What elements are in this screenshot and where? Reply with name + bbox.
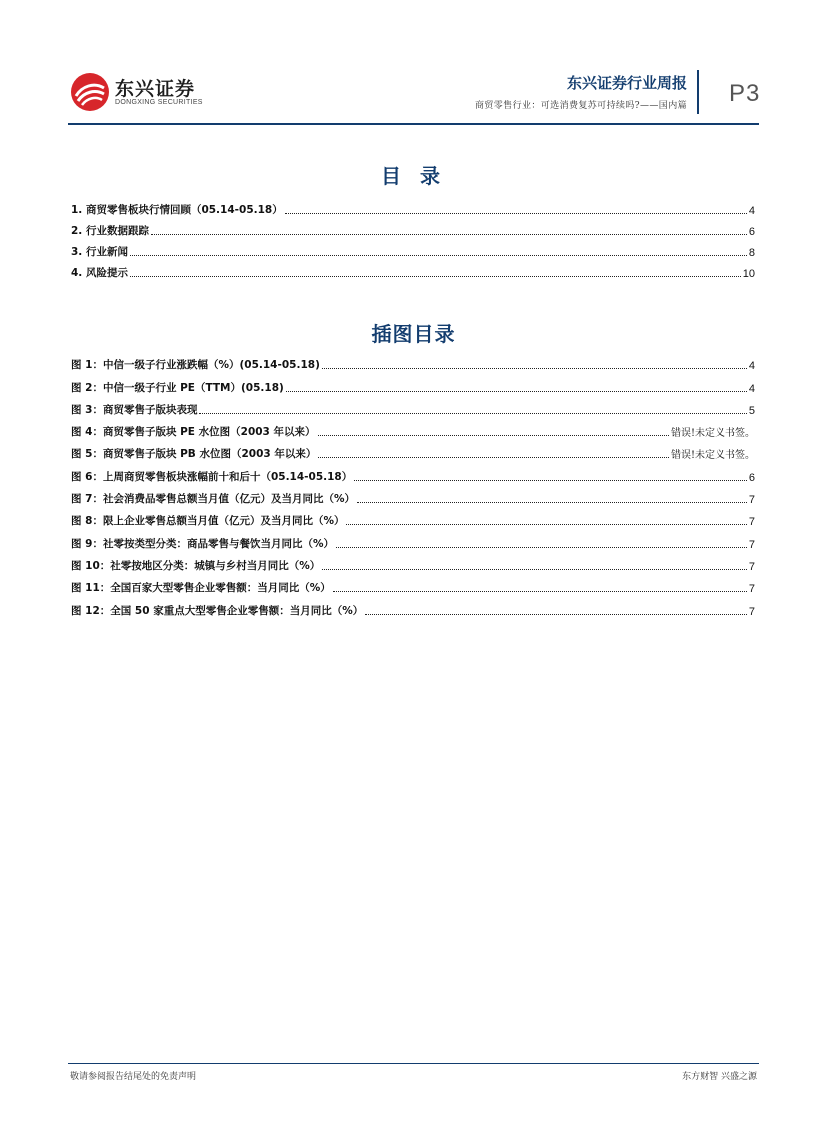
footer-slogan: 东方财智 兴盛之源	[682, 1072, 757, 1082]
figure-entry-label: 图 12：全国 50 家重点大型零售企业零售额：当月同比（%）	[71, 604, 364, 617]
toc-entry-page: 10	[742, 268, 755, 280]
footer-rule	[68, 1063, 759, 1064]
company-logo	[70, 72, 205, 114]
figure-entry-label: 图 8：限上企业零售总额当月值（亿元）及当月同比（%）	[71, 515, 345, 528]
toc-entry-label: 3. 行业新闻	[71, 246, 128, 258]
figure-entry-page: 4	[748, 382, 755, 395]
list-of-figures	[71, 350, 755, 618]
figure-entry-label: 图 6：上周商贸零售板块涨幅前十和后十（05.14-05.18）	[71, 470, 353, 483]
dot-leader	[357, 502, 747, 503]
header-divider	[697, 70, 699, 114]
page-number: P3	[729, 80, 761, 107]
figure-entry-label: 图 9：社零按类型分类：商品零售与餐饮当月同比（%）	[71, 537, 334, 550]
figure-entry[interactable]	[71, 417, 755, 439]
dot-leader	[354, 480, 747, 481]
toc-entry-label: 2. 行业数据跟踪	[71, 225, 149, 237]
figure-entry-page: 7	[748, 494, 755, 507]
figure-entry[interactable]	[71, 551, 755, 573]
logo-english-name: DONGXING SECURITIES	[115, 99, 203, 106]
page-header	[0, 0, 827, 130]
dot-leader	[199, 413, 746, 414]
figure-entry-page: 6	[748, 471, 755, 484]
figure-entry[interactable]	[71, 461, 755, 483]
toc-entry-label: 1. 商贸零售板块行情回顾（05.14-05.18）	[71, 204, 283, 216]
figure-entry[interactable]	[71, 350, 755, 372]
dot-leader	[365, 614, 747, 615]
figure-entry-label: 图 3：商贸零售子版块表现	[71, 403, 198, 416]
dot-leader	[346, 524, 746, 525]
figure-entry[interactable]	[71, 395, 755, 417]
footer-disclaimer: 敬请参阅报告结尾处的免责声明	[70, 1072, 197, 1082]
toc-entry[interactable]	[71, 217, 755, 238]
toc-entry-page: 8	[748, 247, 755, 259]
dot-leader	[286, 391, 747, 392]
figure-entry[interactable]	[71, 595, 755, 617]
toc-entry[interactable]	[71, 238, 755, 259]
toc-entry[interactable]	[71, 196, 755, 217]
toc-entry-page: 6	[748, 226, 755, 238]
figure-entry-label: 图 11：全国百家大型零售企业零售额：当月同比（%）	[71, 582, 331, 595]
toc-title: 目 录	[381, 164, 446, 188]
figure-entry-label: 图 4：商贸零售子版块 PE 水位图（2003 年以来）	[71, 426, 316, 439]
figure-entry-label: 图 7：社会消费品零售总额当月值（亿元）及当月同比（%）	[71, 493, 355, 506]
figure-entry-page: 5	[748, 404, 755, 417]
figure-entry-label: 图 2：中信一级子行业 PE（TTM）(05.18)	[71, 381, 284, 394]
dot-leader	[318, 457, 669, 458]
figure-entry-page: 7	[748, 516, 755, 529]
table-of-contents	[71, 196, 755, 280]
dot-leader	[285, 213, 747, 214]
toc-entry-page: 4	[748, 205, 755, 217]
header-rule	[68, 123, 759, 125]
toc-entry-label: 4. 风险提示	[71, 267, 128, 279]
figure-entry[interactable]	[71, 484, 755, 506]
figure-entry-label: 图 1：中信一级子行业涨跌幅（%）(05.14-05.18)	[71, 359, 320, 372]
figure-entry[interactable]	[71, 506, 755, 528]
dot-leader	[318, 435, 669, 436]
toc-entry[interactable]	[71, 259, 755, 280]
figure-entry[interactable]	[71, 528, 755, 550]
figure-entry-page: 7	[748, 583, 755, 596]
figure-entry-label: 图 10：社零按地区分类：城镇与乡村当月同比（%）	[71, 559, 321, 572]
logo-chinese-name: 东兴证券	[115, 78, 196, 100]
figure-entry[interactable]	[71, 372, 755, 394]
figure-entry-page: 7	[748, 605, 755, 618]
figure-entry-page: 4	[748, 360, 755, 373]
figure-entry-label: 图 5：商贸零售子版块 PB 水位图（2003 年以来）	[71, 448, 317, 461]
figure-entry-page: 错误!未定义书签。	[670, 450, 755, 462]
figures-title: 插图目录	[371, 322, 456, 346]
dongxing-logo-icon	[70, 72, 110, 112]
dot-leader	[333, 591, 747, 592]
dot-leader	[322, 368, 747, 369]
dot-leader	[130, 276, 741, 277]
figure-entry[interactable]	[71, 573, 755, 595]
figure-entry-page: 7	[748, 538, 755, 551]
dot-leader	[130, 255, 747, 256]
report-title: 东兴证券行业周报	[566, 74, 687, 92]
figure-entry[interactable]	[71, 439, 755, 461]
dot-leader	[336, 547, 747, 548]
report-subtitle: 商贸零售行业：可选消费复苏可持续吗?——国内篇	[474, 101, 687, 111]
dot-leader	[151, 234, 747, 235]
figure-entry-page: 7	[748, 560, 755, 573]
figure-entry-page: 错误!未定义书签。	[670, 428, 755, 440]
dot-leader	[322, 569, 747, 570]
